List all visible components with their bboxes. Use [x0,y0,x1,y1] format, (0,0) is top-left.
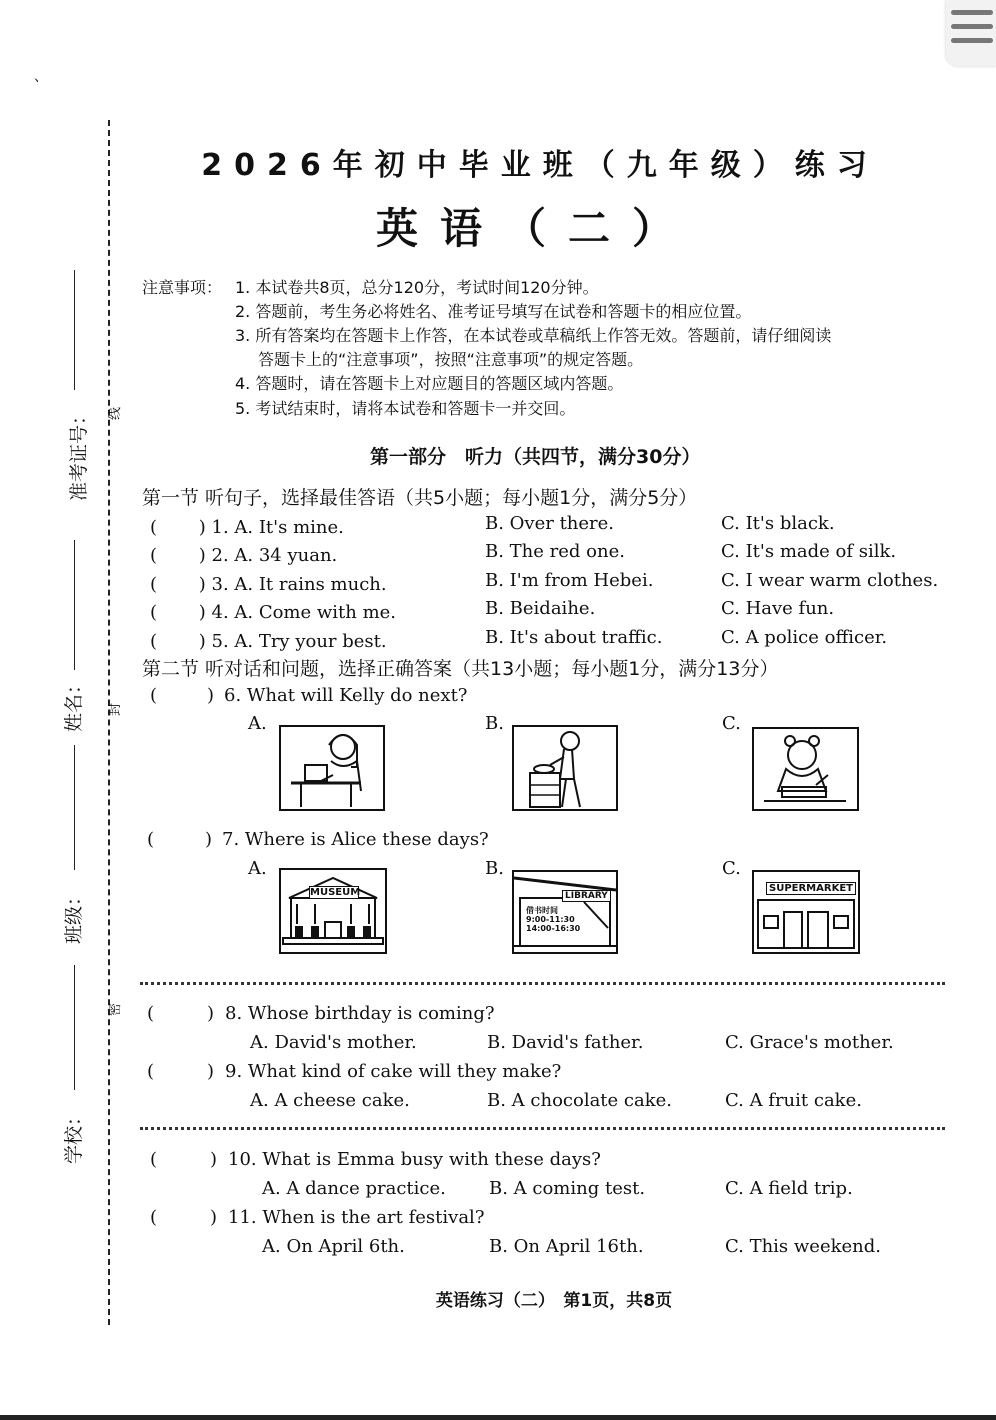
picture-writing [752,727,859,811]
option-a: A. A cheese cake. [250,1090,410,1111]
name-label: 姓名： [63,674,86,733]
option-a: A. On April 6th. [262,1236,405,1257]
option-c: C. It's made of silk. [721,541,897,562]
school-line [74,965,75,1090]
option-b: B. A coming test. [489,1178,646,1199]
question-paren: ( [150,685,158,706]
question-paren: ( [150,1207,158,1228]
option-c: C. I wear warm clothes. [721,570,939,591]
notice-item: 1. 本试卷共8页，总分120分，考试时间120分钟。 [235,278,599,297]
library-hours-morning: 9:00-11:30 [526,915,575,924]
museum-sign: MUSEUM [310,887,361,898]
school-label: 学校： [63,1106,86,1165]
option-c: C. A police officer. [721,627,888,648]
option-c: C. It's black. [721,513,835,534]
notice-item: 3. 所有答案均在答题卡上作答，在本试卷或草稿纸上作答无效。答题前，请仔细阅读 [235,326,832,345]
dotted-separator [140,1127,945,1130]
picture-cooking [512,725,618,811]
question-stem: ( ) 2. A. 34 yuan. [150,545,338,566]
question-stem: ( ) 1. A. It's mine. [150,517,344,538]
option-label-a: A. [248,713,267,734]
option-b: B. The red one. [485,541,625,562]
question-paren: ( [147,829,155,850]
picture-supermarket [752,870,860,954]
question-6: 6. What will Kelly do next? [224,685,468,706]
option-c: C. Grace's mother. [725,1032,894,1053]
question-paren: ( [147,1061,155,1082]
option-c: C. Have fun. [721,598,835,619]
question-paren-close: ) [210,1207,218,1228]
notice-item: 5. 考试结束时，请将本试卷和答题卡一并交回。 [235,399,576,418]
question-paren: ( [147,1003,155,1024]
binding-mark-feng: 封 [108,702,124,717]
question-8: 8. Whose birthday is coming? [225,1003,495,1024]
notice-label: 注意事项： [142,278,223,297]
class-label: 班级： [63,886,86,945]
notice-item: 答题卡上的“注意事项”，按照“注意事项”的规定答题。 [258,350,644,369]
option-c: C. A fruit cake. [725,1090,862,1111]
page-footer: 英语练习（二） 第1页，共8页 [435,1291,673,1311]
question-10: 10. What is Emma busy with these days? [228,1149,601,1170]
question-11: 11. When is the art festival? [228,1207,485,1228]
picture-museum [279,868,387,954]
stray-mark: 、 [34,69,48,85]
binding-mark-xian: 线 [108,406,124,421]
dotted-separator [140,982,945,985]
section-title: 第一节 听句子，选择最佳答语（共5小题；每小题1分，满分5分） [142,487,698,509]
exam-subtitle: 英语（二） [375,204,696,253]
option-b: B. On April 16th. [489,1236,644,1257]
class-line [74,745,75,870]
library-sign: LIBRARY [562,890,611,902]
option-b: B. It's about traffic. [485,627,663,648]
option-label-b: B. [485,858,504,879]
option-label-b: B. [485,713,504,734]
question-paren: ( [150,1149,158,1170]
option-b: B. A chocolate cake. [487,1090,673,1111]
exam-id-label: 准考证号： [68,405,91,502]
id-line [74,270,75,390]
option-b: B. Beidaihe. [485,598,596,619]
bottom-edge [0,1415,996,1420]
question-stem: ( ) 4. A. Come with me. [150,602,397,623]
option-label-c: C. [722,713,741,734]
question-stem: ( ) 3. A. It rains much. [150,574,387,595]
option-b: B. David's father. [487,1032,644,1053]
notice-item: 4. 答题时，请在答题卡上对应题目的答题区域内答题。 [235,374,624,393]
part-title: 第一部分 听力（共四节，满分30分） [370,446,701,468]
option-label-a: A. [248,858,267,879]
option-a: A. David's mother. [250,1032,417,1053]
option-a: A. A dance practice. [262,1178,446,1199]
question-paren-close: ) [210,1149,218,1170]
supermarket-sign: SUPERMARKET [766,882,856,895]
option-c: C. A field trip. [725,1178,853,1199]
notice-item: 2. 答题前，考生务必将姓名、准考证号填写在试卷和答题卡的相应位置。 [235,302,752,321]
hamburger-icon [951,10,993,15]
menu-button[interactable] [946,0,996,66]
library-hours [526,906,580,933]
option-b: B. I'm from Hebei. [485,570,654,591]
option-c: C. This weekend. [725,1236,881,1257]
option-label-c: C. [722,858,741,879]
exam-title: 2026年初中毕业班（九年级）练习 [201,148,879,183]
option-b: B. Over there. [485,513,615,534]
picture-library [512,870,618,954]
binding-mark-mi: 密 [108,1002,124,1017]
section-title: 第二节 听对话和问题，选择正确答案（共13小题；每小题1分，满分13分） [142,658,779,680]
picture-using-computer [279,725,385,811]
question-paren-close: ) [207,685,215,706]
library-hours-title: 借书时间 [526,906,558,915]
binding-line [108,120,112,1325]
hamburger-icon-bar [951,38,993,43]
hamburger-icon-bar [951,24,993,29]
question-9: 9. What kind of cake will they make? [225,1061,562,1082]
question-paren-close: ) [207,1003,215,1024]
name-line [74,540,75,670]
question-paren-close: ) [207,1061,215,1082]
question-paren-close: ) [205,829,213,850]
question-7: 7. Where is Alice these days? [222,829,489,850]
library-hours-afternoon: 14:00-16:30 [526,924,581,933]
question-stem: ( ) 5. A. Try your best. [150,631,387,652]
